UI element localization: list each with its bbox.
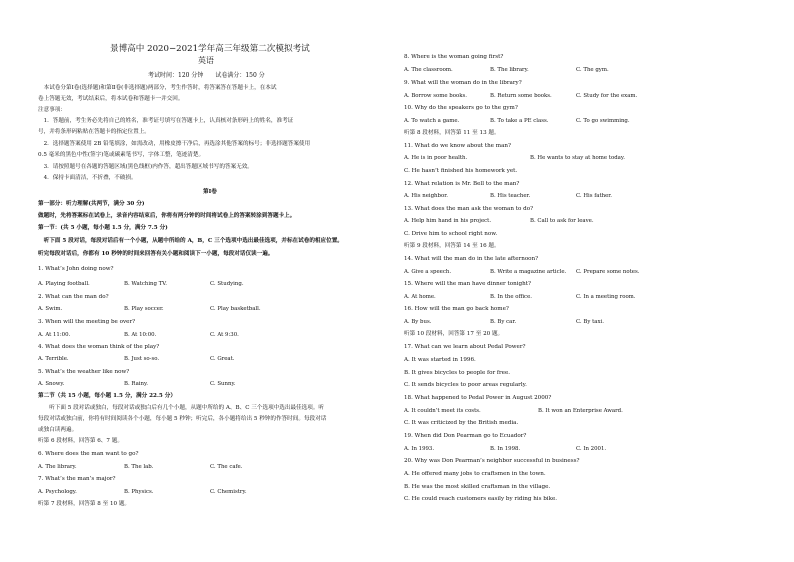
- option-a[interactable]: A. He is in poor health.: [404, 155, 468, 161]
- material-9-heading: 听第 9 段材料，回答第 14 至 16 题。: [404, 243, 500, 249]
- option-c[interactable]: C. Sunny.: [210, 381, 236, 387]
- option-b[interactable]: B. The lab.: [124, 464, 154, 470]
- option-c[interactable]: C. His father.: [576, 193, 612, 199]
- material-10-heading: 听第 10 段材料，回答第 17 至 20 题。: [404, 331, 504, 337]
- question-1: 1. What’s John doing now?: [38, 266, 114, 272]
- option-a[interactable]: A. It couldn’t meet its costs.: [404, 408, 481, 414]
- question-4: 4. What does the woman think of the play?: [38, 344, 160, 350]
- option-c[interactable]: C. Prepare some notes.: [576, 269, 640, 275]
- question-9: 9. What will the woman do in the library?: [404, 80, 522, 86]
- option-20c[interactable]: C. He could reach customers easily by riding his bike.: [404, 496, 558, 502]
- question-10: 10. Why do the speakers go to the gym?: [404, 105, 518, 111]
- question-13: 13. What does the man ask the woman to do?: [404, 206, 534, 212]
- option-a[interactable]: A. To watch a game.: [404, 118, 460, 124]
- option-c[interactable]: C. The gym.: [576, 67, 609, 73]
- option-a[interactable]: A. Psychology.: [38, 489, 77, 495]
- option-20a[interactable]: A. He offered many jobs to craftsmen in the town.: [404, 471, 546, 477]
- option-a[interactable]: A. Give a speech.: [404, 269, 452, 275]
- option-a[interactable]: A. Snowy.: [38, 381, 65, 387]
- question-6: 6. Where does the man want to go?: [38, 451, 139, 457]
- option-b[interactable]: B. The library.: [490, 67, 529, 73]
- material-6-heading: 听第 6 段材料，回答第 6、7 题。: [38, 438, 123, 444]
- option-b[interactable]: B. Just so-so.: [124, 356, 160, 362]
- option-a[interactable]: A. Swim.: [38, 306, 63, 312]
- notice-2b: 0.5 毫米的黑色中性(签字)笔或碳素笔书写，字体工整，笔迹清楚。: [38, 152, 205, 158]
- question-12: 12. What relation is Mr. Bell to the man?: [404, 181, 520, 187]
- question-18: 18. What happened to Pedal Power in August 2000?: [404, 395, 552, 401]
- option-b[interactable]: B. Physics.: [124, 489, 154, 495]
- intro-line-1: 本试卷分第Ⅰ卷(选择题)和第Ⅱ卷(非选择题)两部分，考生作答时，将答案答在答题卡上，在本试: [38, 85, 277, 91]
- question-15: 15. Where will the man have dinner tonight?: [404, 281, 531, 287]
- option-c[interactable]: C. Studying.: [210, 281, 244, 287]
- option-b[interactable]: B. It won an Enterprise Award.: [538, 408, 623, 414]
- material-7-heading: 听第 7 段材料，回答第 8 至 10 题。: [38, 501, 131, 507]
- notice-1a: 1．答题前，考生务必先将自己的姓名，准考证号填写在答题卡上，认真核对条形码上的姓名，准考证: [38, 118, 294, 124]
- section2-heading: 第二节（共 15 小题，每小题 1.5 分，满分 22.5 分）: [38, 393, 176, 399]
- option-b[interactable]: B. He wants to stay at home today.: [530, 155, 625, 161]
- section2-instruction-2: 每段对话或独白前，你将有时间阅读各个小题，每小题 5 秒钟；听完后，各小题将给出 5 秒钟的作答时间。每段对话: [38, 416, 327, 422]
- question-3: 3. When will the meeting be over?: [38, 319, 136, 325]
- material-8-heading: 听第 8 段材料，回答第 11 至 13 题。: [404, 130, 500, 136]
- question-20: 20. Why was Don Pearman’s neighbor successful in business?: [404, 458, 580, 464]
- option-b[interactable]: B. At 10:00.: [124, 332, 157, 338]
- option-b[interactable]: B. Call to ask for leave.: [530, 218, 594, 224]
- question-17: 17. What can we learn about Pedal Power?: [404, 344, 526, 350]
- option-a[interactable]: A. At home.: [404, 294, 436, 300]
- option-17c[interactable]: C. It sends bicycles to poor areas regularly.: [404, 382, 527, 388]
- option-a[interactable]: A. The classroom.: [404, 67, 453, 73]
- exam-title: 景博高中 2020−2021学年高三年级第二次模拟考试: [110, 44, 310, 54]
- option-b[interactable]: B. Play soccer.: [124, 306, 164, 312]
- option-c[interactable]: C. At 9:30.: [210, 332, 239, 338]
- option-b[interactable]: B. In 1998.: [490, 446, 521, 452]
- option-a[interactable]: A. Terrible.: [38, 356, 69, 362]
- option-17b[interactable]: B. It gives bicycles to people for free.: [404, 370, 511, 376]
- option-a[interactable]: A. By bus.: [404, 319, 432, 325]
- section2-instruction-1: 听下面 5 段对话或独白，每段对话或独白后有几个小题，从题中所给的 A、B、C 三个选项中选出最佳选项。听: [38, 405, 325, 411]
- section1-instruction-2: 听完每段对话后，你都有 10 秒钟的时间来回答有关小题和阅读下一小题，每段对话仅读一遍。: [38, 251, 274, 257]
- option-a[interactable]: A. Help him hand in his project.: [404, 218, 492, 224]
- option-c[interactable]: C. Chemistry.: [210, 489, 247, 495]
- notice-3: 3．请按照题号在各题的答题区域(黑色线框)内作答，超出答题区域书写的答案无效。: [38, 164, 253, 170]
- part1-heading: 第一部分：听力理解(共两节，满分 30 分): [38, 201, 145, 207]
- option-17a[interactable]: A. It was started in 1996.: [404, 357, 476, 363]
- question-5: 5. What’s the weather like now?: [38, 369, 130, 375]
- option-c[interactable]: C. Great.: [210, 356, 235, 362]
- option-b[interactable]: B. Rainy.: [124, 381, 149, 387]
- option-a[interactable]: A. His neighbor.: [404, 193, 448, 199]
- option-13c[interactable]: C. Drive him to school right now.: [404, 231, 498, 237]
- option-b[interactable]: B. In the office.: [490, 294, 532, 300]
- question-2: 2. What can the man do?: [38, 294, 109, 300]
- question-11: 11. What do we know about the man?: [404, 143, 512, 149]
- notice-4: 4．保持卡面清洁，不折叠，不破损。: [38, 175, 137, 181]
- section1-heading: 第一节：(共 5 小题，每小题 1.5 分，满分 7.5 分): [38, 225, 168, 231]
- option-18c[interactable]: C. It was criticized by the British media.: [404, 420, 519, 426]
- option-a[interactable]: A. Borrow some books.: [404, 93, 467, 99]
- intro-line-2: 卷上答题无效，考试结束后，将本试卷和答题卡一并交回。: [38, 96, 184, 102]
- question-8: 8. Where is the woman going first?: [404, 54, 504, 60]
- option-c[interactable]: C. The cafe.: [210, 464, 243, 470]
- part1-note: 做题时，先将答案标在试卷上，录音内容结束后，你将有两分钟的时间将试卷上的答案转涂到答题卡上。: [38, 213, 296, 219]
- option-b[interactable]: B. Write a magazine article.: [490, 269, 567, 275]
- option-b[interactable]: B. His teacher.: [490, 193, 531, 199]
- volume-1-heading: 第Ⅰ卷: [203, 189, 217, 195]
- option-11c[interactable]: C. He hasn’t finished his homework yet.: [404, 168, 518, 174]
- option-a[interactable]: A. At 11:00.: [38, 332, 71, 338]
- notice-2a: 2．选择题答案使用 2B 铅笔填涂，如需改动，用橡皮擦干净后，再选涂其他答案的标号；非选择题答案使用: [38, 141, 311, 147]
- option-a[interactable]: A. Playing football.: [38, 281, 90, 287]
- option-20b[interactable]: B. He was the most skilled craftsman in the village.: [404, 484, 551, 490]
- option-c[interactable]: C. Study for the exam.: [576, 93, 638, 99]
- question-16: 16. How will the man go back home?: [404, 306, 509, 312]
- option-c[interactable]: C. By taxi.: [576, 319, 604, 325]
- section2-instruction-3: 或独白读两遍。: [38, 427, 78, 433]
- option-c[interactable]: C. In a meeting room.: [576, 294, 636, 300]
- notice-heading: 注意事项：: [38, 107, 66, 113]
- question-7: 7. What’s the man’s major?: [38, 476, 116, 482]
- option-c[interactable]: C. In 2001.: [576, 446, 607, 452]
- question-19: 19. When did Don Pearman go to Ecuador?: [404, 433, 527, 439]
- exam-subject: 英语: [198, 56, 214, 65]
- option-b[interactable]: B. Watching TV.: [124, 281, 167, 287]
- option-a[interactable]: A. The library.: [38, 464, 77, 470]
- option-b[interactable]: B. To take a PE class.: [490, 118, 549, 124]
- question-14: 14. What will the man do in the late afternoon?: [404, 256, 539, 262]
- section1-instruction-1: 听下面 5 段对话，每段对话后有一个小题，从题中所给的 A，B，C 三个选项中选出最佳选项，并标在试卷的相应位置。: [38, 238, 343, 244]
- option-a[interactable]: A. In 1993.: [404, 446, 435, 452]
- option-c[interactable]: C. To go swimming.: [576, 118, 630, 124]
- option-b[interactable]: B. By car.: [490, 319, 517, 325]
- option-b[interactable]: B. Return some books.: [490, 93, 552, 99]
- exam-info: 考试时间：120 分钟 试卷满分：150 分: [148, 72, 265, 79]
- notice-1b: 号，并将条形码粘贴在答题卡的指定位置上。: [38, 129, 150, 135]
- option-c[interactable]: C. Play basketball.: [210, 306, 261, 312]
